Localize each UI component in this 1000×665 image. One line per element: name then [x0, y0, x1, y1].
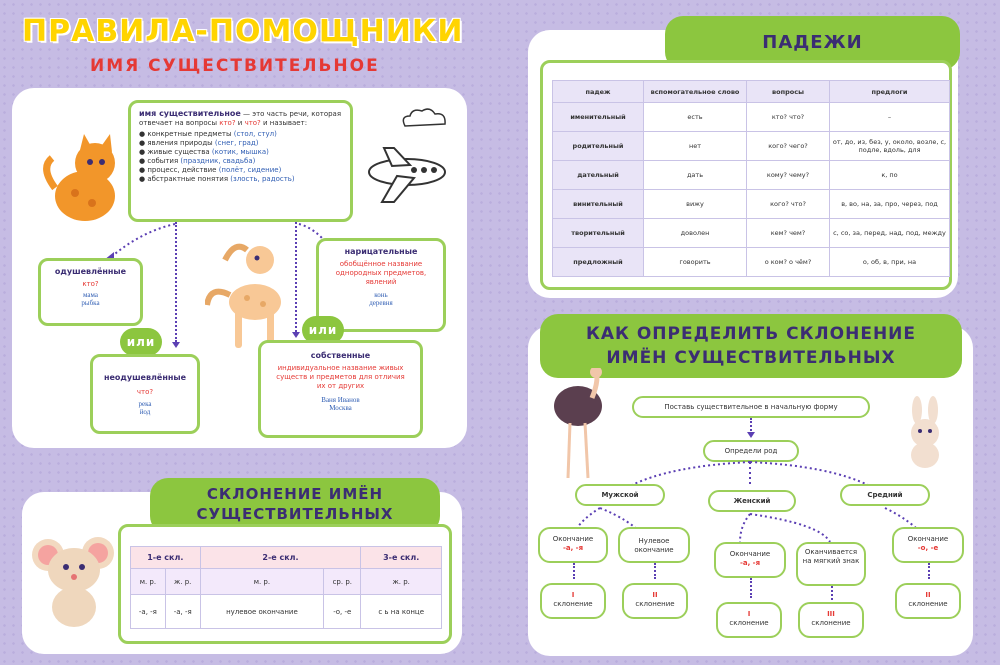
page-subtitle: ИМЯ СУЩЕСТВИТЕЛЬНОЕ — [90, 56, 380, 76]
gender-cell: м. р. — [131, 569, 166, 595]
proper-noun-title: собственные — [310, 351, 371, 360]
common-noun-description: обобщённое название однородных предметов, явлений — [335, 260, 427, 286]
declension-title: СКЛОНЕНИЕ ИМЁН СУЩЕСТВИТЕЛЬНЫХ — [150, 478, 440, 534]
result-decl-1-fem: I склонение — [716, 602, 782, 638]
gender-cell: ж. р. — [165, 569, 200, 595]
page-title: ПРАВИЛА-ПОМОЩНИКИ — [22, 14, 464, 49]
proper-noun-example: Москва — [329, 404, 352, 412]
gender-cell: м. р. — [200, 569, 324, 595]
declension-group: 2-е скл. — [200, 547, 361, 569]
animate-example: рыбка — [81, 299, 100, 307]
inanimate-example: река — [138, 400, 152, 408]
arrow-line — [928, 563, 930, 579]
animate-example: мама — [83, 291, 98, 299]
cat-illustration — [40, 128, 130, 228]
noun-definition-box — [128, 100, 353, 222]
animate-box — [38, 258, 143, 326]
table-row: винительный вижу кого? что? в, во, на, за, про, через, под — [553, 190, 950, 219]
common-noun-example: конь — [374, 291, 388, 299]
question-chto: что? — [244, 119, 261, 127]
step-initial-form: Поставь существительное в начальную форму — [632, 396, 870, 418]
declension-group: 1-е скл. — [131, 547, 201, 569]
step-gender: Определи род — [703, 440, 799, 462]
proper-noun-example: Ваня Иванов — [321, 396, 360, 404]
gender-cell: ж. р. — [361, 569, 442, 595]
table-row: предложный говорить о ком? о чём? о, об, в, при, на — [553, 248, 950, 277]
result-decl-2-neut: II склонение — [895, 583, 961, 619]
arrowhead-icon — [747, 432, 755, 438]
rabbit-illustration — [895, 395, 955, 470]
arrowhead-icon — [172, 342, 180, 348]
cases-title: ПАДЕЖИ — [665, 16, 960, 70]
or-badge: или — [120, 328, 162, 356]
proper-noun-description: индивидуальное название живых существ и предметов для отличия их от других — [276, 364, 405, 390]
animate-question: кто? — [82, 280, 99, 288]
common-noun-title: нарицательные — [344, 247, 418, 256]
definition-text2: и называет: — [260, 119, 308, 127]
arrow-line — [654, 563, 656, 579]
horse-illustration — [205, 240, 300, 355]
gender-cell: ср. р. — [324, 569, 361, 595]
list-item: ● события (праздник, свадьба) — [139, 157, 256, 165]
proper-noun-box — [258, 340, 423, 438]
table-row: родительный нет кого? чего? от, до, из, без, у, около, возле, с, подле, вдоль, для — [553, 132, 950, 161]
ending-cell: нулевое окончание — [200, 595, 324, 629]
result-decl-1-masc: I склонение — [540, 583, 606, 619]
arrow-line — [573, 563, 575, 579]
airplane-illustration — [362, 140, 452, 210]
masc-ending-node: Окончание -а, -я — [538, 527, 608, 563]
definition-text1: — это часть речи, которая отвечает на вопросы — [139, 110, 342, 127]
or-badge: или — [302, 316, 344, 344]
gender-feminine: Женский — [708, 490, 796, 512]
list-item: ● живые существа (котик, мышка) — [139, 148, 269, 156]
inanimate-title: неодушевлённые — [103, 373, 187, 382]
definition-term: имя существительное — [139, 109, 241, 118]
common-noun-example: деревня — [369, 299, 393, 307]
cases-header: вопросы — [747, 81, 830, 103]
result-decl-2-masc: II склонение — [622, 583, 688, 619]
ending-cell: -о, -е — [324, 595, 361, 629]
howto-title: КАК ОПРЕДЕЛИТЬ СКЛОНЕНИЕ ИМЁН СУЩЕСТВИТЕЛЬНЫХ — [540, 314, 962, 378]
ending-cell: -а, -я — [165, 595, 200, 629]
fem-soft-sign-node: Оканчивается на мягкий знак — [796, 542, 866, 586]
table-row: дательный дать кому? чему? к, по — [553, 161, 950, 190]
definition-list — [139, 130, 342, 184]
list-item: ● процесс, действие (полёт, сидение) — [139, 166, 282, 174]
neut-ending-node: Окончание -о, -е — [892, 527, 964, 563]
cases-header: падеж — [553, 81, 644, 103]
list-item: ● абстрактные понятия (злость, радость) — [139, 175, 295, 183]
cloud-illustration — [400, 106, 450, 130]
cases-header: вспомогательное слово — [644, 81, 747, 103]
definition-and: и — [235, 119, 245, 127]
inanimate-example: йод — [139, 408, 151, 416]
ending-cell: -а, -я — [131, 595, 166, 629]
inanimate-box — [90, 354, 200, 434]
cases-header: предлоги — [830, 81, 950, 103]
inanimate-question: что? — [136, 388, 154, 396]
table-row: творительный доволен кем? чем? с, со, за, перед, над, под, между — [553, 219, 950, 248]
gender-neuter: Средний — [840, 484, 930, 506]
gender-masculine: Мужской — [575, 484, 665, 506]
question-kto: кто? — [219, 119, 236, 127]
arrow-line — [831, 586, 833, 600]
result-decl-3-fem: III склонение — [798, 602, 864, 638]
table-row: именительный есть кто? что? – — [553, 103, 950, 132]
fem-ending-node: Окончание -а, -я — [714, 542, 786, 578]
mouse-illustration — [30, 525, 118, 630]
declension-table — [130, 546, 442, 629]
arrow-line — [750, 578, 752, 598]
declension-group: 3-е скл. — [361, 547, 442, 569]
curved-arrow-left — [100, 222, 180, 262]
ending-cell: с ь на конце — [361, 595, 442, 629]
animate-title: одушевлённые — [54, 267, 127, 276]
list-item: ● конкретные предметы (стол, стул) — [139, 130, 277, 138]
list-item: ● явления природы (снег, град) — [139, 139, 259, 147]
cases-table — [552, 80, 950, 277]
masc-zero-ending-node: Нулевое окончание — [618, 527, 690, 563]
